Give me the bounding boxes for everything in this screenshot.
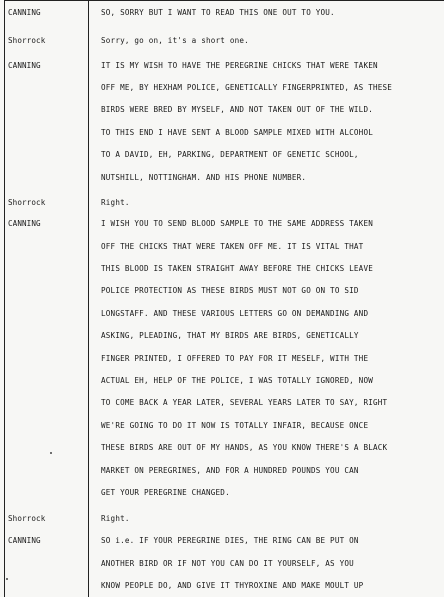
utterance-line: ANOTHER BIRD OR IF NOT YOU CAN DO IT YOURSELF, AS YOU	[101, 559, 354, 568]
utterance-line: FINGER PRINTED, I OFFERED TO PAY FOR IT MESELF, WITH THE	[101, 354, 369, 363]
utterance-line: WE'RE GOING TO DO IT NOW IS TOTALLY INFAIR, BECAUSE ONCE	[101, 421, 369, 430]
speaker-label: CANNING	[8, 8, 41, 17]
utterance-line: POLICE PROTECTION AS THESE BIRDS MUST NOT GO ON TO SID	[101, 286, 359, 295]
utterance-line: Right.	[101, 198, 130, 207]
column-divider-left	[4, 0, 5, 597]
utterance-line: THESE BIRDS ARE OUT OF MY HANDS, AS YOU KNOW THERE'S A BLACK	[101, 443, 388, 452]
column-divider	[88, 0, 89, 597]
utterance-line: ACTUAL EH, HELP OF THE POLICE, I WAS TOTALLY IGNORED, NOW	[101, 376, 373, 385]
speaker-label: Shorrock	[8, 36, 46, 45]
utterance-line: BIRDS WERE BRED BY MYSELF, AND NOT TAKEN OUT OF THE WILD.	[101, 105, 373, 114]
utterance-line: TO A DAVID, EH, PARKING, DEPARTMENT OF GENETIC SCHOOL,	[101, 150, 359, 159]
utterance-line: THIS BLOOD IS TAKEN STRAIGHT AWAY BEFORE THE CHICKS LEAVE	[101, 264, 373, 273]
speaker-label: CANNING	[8, 536, 41, 545]
utterance-line: IT IS MY WISH TO HAVE THE PEREGRINE CHICKS THAT WERE TAKEN	[101, 61, 378, 70]
speaker-label: Shorrock	[8, 198, 46, 207]
utterance-line: SO, SORRY BUT I WANT TO READ THIS ONE OUT TO YOU.	[101, 8, 335, 17]
utterance-line: TO THIS END I HAVE SENT A BLOOD SAMPLE MIXED WITH ALCOHOL	[101, 128, 373, 137]
utterance-line: ASKING, PLEADING, THAT MY BIRDS ARE BIRDS, GENETICALLY	[101, 331, 359, 340]
utterance-line: TO COME BACK A YEAR LATER, SEVERAL YEARS LATER TO SAY, RIGHT	[101, 398, 388, 407]
utterance-line: OFF THE CHICKS THAT WERE TAKEN OFF ME. IT IS VITAL THAT	[101, 242, 364, 251]
speaker-label: Shorrock	[8, 514, 46, 523]
utterance-line: Right.	[101, 514, 130, 523]
margin-speck	[50, 452, 52, 454]
utterance-line: GET YOUR PEREGRINE CHANGED.	[101, 488, 230, 497]
utterance-line: I WISH YOU TO SEND BLOOD SAMPLE TO THE SAME ADDRESS TAKEN	[101, 219, 373, 228]
margin-speck	[6, 578, 8, 580]
utterance-line: LONGSTAFF. AND THESE VARIOUS LETTERS GO ON DEMANDING AND	[101, 309, 369, 318]
utterance-line: KNOW PEOPLE DO, AND GIVE IT THYROXINE AND MAKE MOULT UP	[101, 581, 364, 590]
utterance-line: OFF ME, BY HEXHAM POLICE, GENETICALLY FINGERPRINTED, AS THESE	[101, 83, 393, 92]
top-rule	[4, 0, 444, 1]
utterance-line: Sorry, go on, it's a short one.	[101, 36, 249, 45]
utterance-line: NUTSHILL, NOTTINGHAM. AND HIS PHONE NUMBER.	[101, 173, 307, 182]
utterance-line: MARKET ON PEREGRINES, AND FOR A HUNDRED POUNDS YOU CAN	[101, 466, 359, 475]
utterance-line: SO i.e. IF YOUR PEREGRINE DIES, THE RING CAN BE PUT ON	[101, 536, 359, 545]
speaker-label: CANNING	[8, 61, 41, 70]
speaker-label: CANNING	[8, 219, 41, 228]
